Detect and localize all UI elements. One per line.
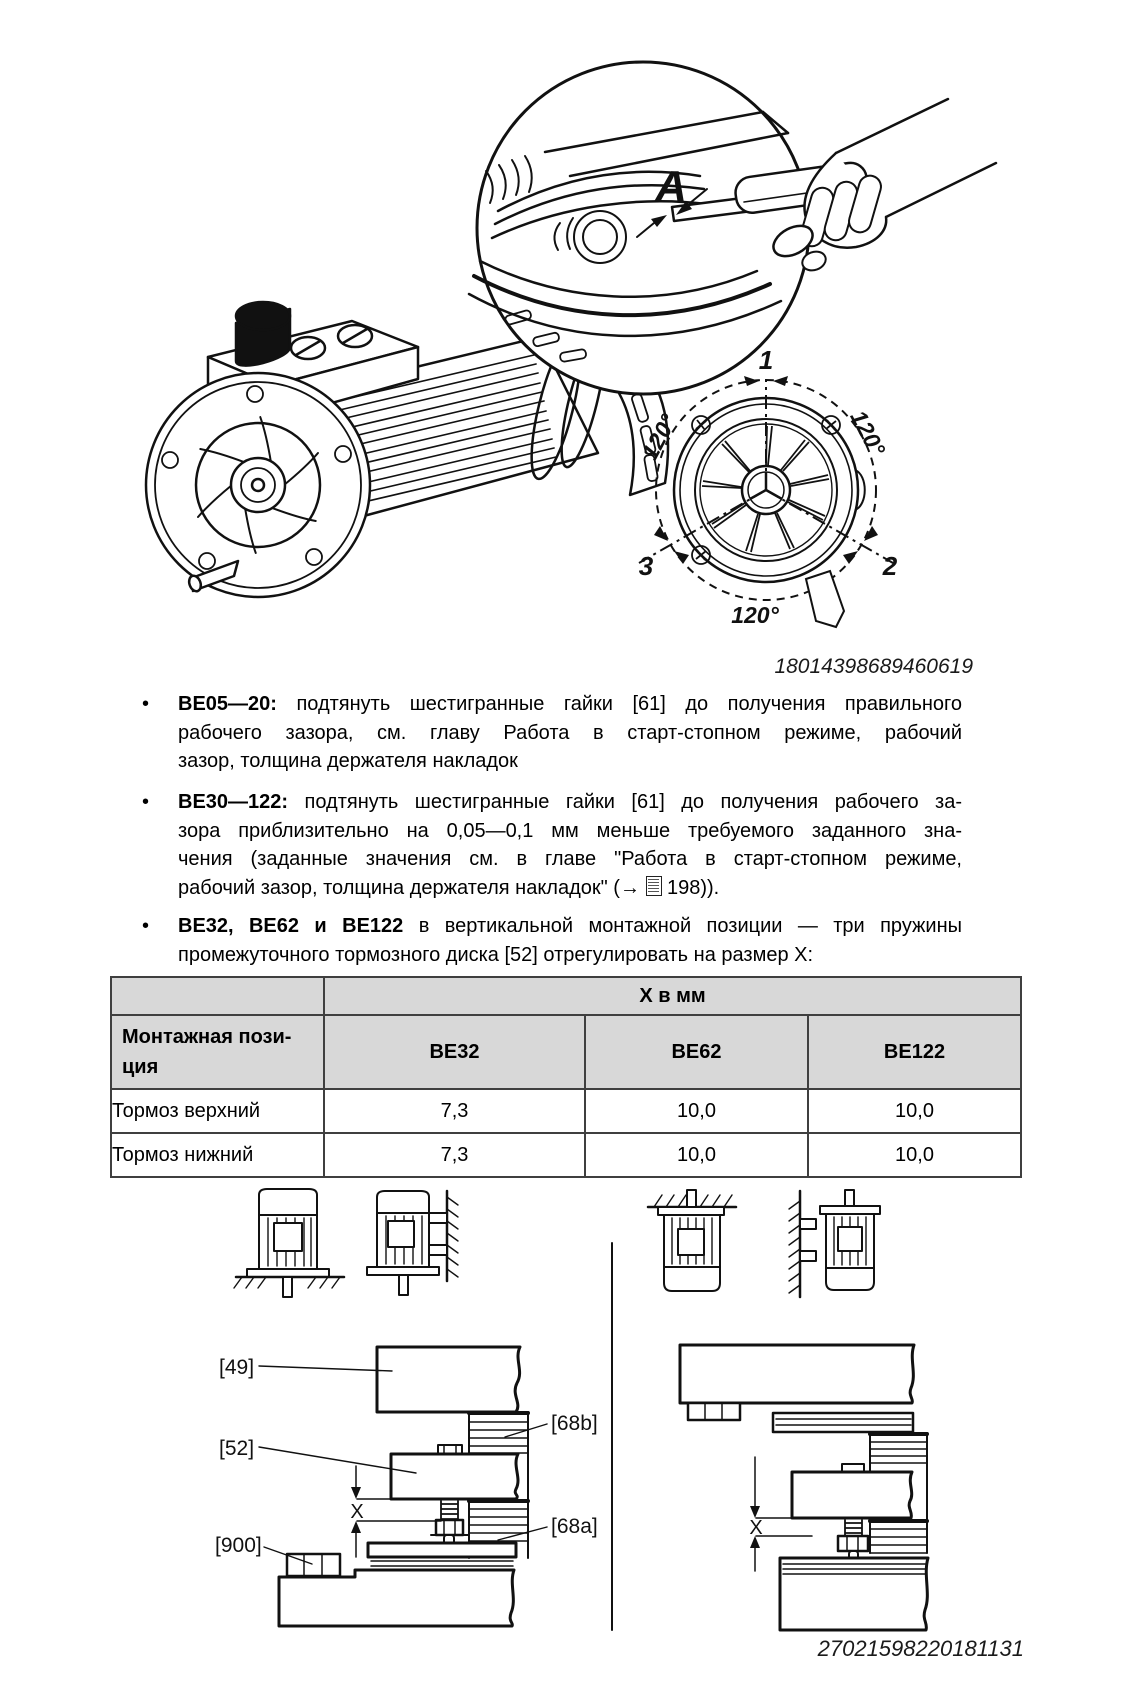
detail-a-label: A [655, 162, 687, 211]
mounting-icon-shaft-down-wall [367, 1191, 458, 1295]
dimension-x-left: X [350, 1501, 364, 1523]
table-col-be122: BE122 [808, 1015, 1021, 1089]
cell-value: 10,0 [808, 1133, 1021, 1177]
bullet-marker: • [142, 915, 150, 937]
cell-value: 10,0 [585, 1133, 808, 1177]
label-49: [49] [219, 1356, 255, 1379]
bullet-marker: • [142, 693, 150, 715]
x-dimension-table [110, 976, 1022, 1178]
label-900: [900] [215, 1534, 262, 1557]
magnifier-detail [469, 62, 996, 394]
position-2-label: 2 [882, 551, 898, 581]
row-label: Тормоз нижний [111, 1133, 324, 1177]
page-reference-icon [646, 876, 662, 896]
text-line: промежуточного тормозного диска [52] отрегулировать на размер X: [178, 943, 814, 966]
bullet-be30-122 [140, 788, 962, 902]
text-line: рабочего зазора, см. главу Работа в старт-стопном режиме, рабочий [178, 721, 962, 744]
angle-bottom-label: 120° [731, 602, 779, 628]
bullet-marker: • [142, 791, 150, 813]
cell-value: 10,0 [808, 1089, 1021, 1133]
text-line: зазор, толщина держателя накладок [178, 750, 518, 772]
position-3-label: 3 [638, 551, 654, 581]
bullet-be32-62-122 [140, 912, 962, 969]
cell-value: 10,0 [585, 1089, 808, 1133]
position-1-label: 1 [758, 345, 774, 375]
angle-right-label: 120° [845, 405, 891, 461]
table-row [111, 1089, 1021, 1133]
spring-adjustment-figure [0, 1185, 1129, 1650]
figure-id-top: 18014398689460619 [774, 655, 973, 678]
label-52: [52] [219, 1437, 255, 1460]
table-span-header: X в мм [324, 977, 1021, 1015]
mounting-icon-shaft-up-ceiling [648, 1190, 736, 1291]
text-line: чения (заданные значения см. в главе "Работа в старт-стопном режиме, [178, 848, 962, 870]
text-line: зора приблизительно на 0,05—0,1 мм меньше требуемого заданного зна- [178, 819, 962, 842]
left-detail-drawing [215, 1347, 598, 1626]
row-label: Тормоз верхний [111, 1089, 324, 1133]
text-line: рабочий зазор, толщина держателя накладок" (→ 198)). [178, 876, 720, 899]
table-col-be32: BE32 [324, 1015, 585, 1089]
table-corner-cell [111, 977, 324, 1015]
right-detail-drawing [680, 1345, 928, 1630]
label-68a: [68a] [551, 1515, 598, 1538]
cell-value: 7,3 [324, 1089, 585, 1133]
mounting-icon-shaft-up-wall [789, 1190, 880, 1297]
cell-value: 7,3 [324, 1133, 585, 1177]
text-line: BE30—122: подтянуть шестигранные гайки [61] до получения рабочего за- [178, 791, 962, 813]
table-row [111, 1133, 1021, 1177]
dimension-x-right: X [749, 1517, 763, 1539]
bullet-be05-20 [140, 690, 962, 776]
text-line: BE05—20: подтянуть шестигранные гайки [61] до получения правильного [178, 693, 962, 715]
label-68b: [68b] [551, 1412, 598, 1435]
brake-adjustment-figure [0, 55, 1129, 635]
mounting-icon-shaft-down-floor [234, 1189, 344, 1297]
angle-left-label: 120° [636, 409, 682, 465]
text-line: BE32, BE62 и BE122 в вертикальной монтажной позиции — три пружины [178, 915, 962, 937]
table-col-be62: BE62 [585, 1015, 808, 1089]
table-row-header: Монтажная пози- ция [111, 1015, 324, 1089]
figure-id-bottom: 27021598220181131 [817, 1636, 1024, 1661]
